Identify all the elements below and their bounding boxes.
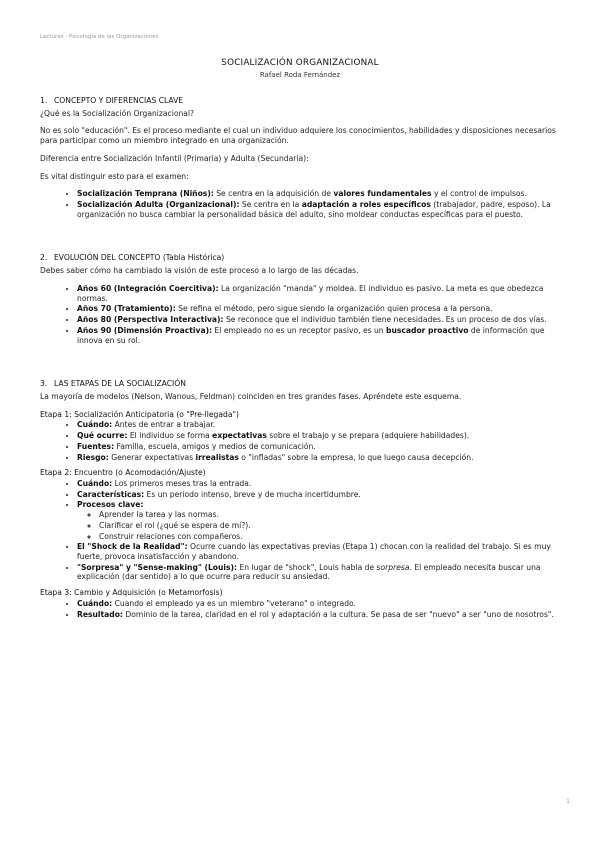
stage-3-list (40, 599, 570, 619)
section-2-intro: Debes saber cómo ha cambiado la visión de este proceso a lo largo de las décadas. (40, 266, 359, 276)
list-item: • Procesos clave: ◦ Aprender la tarea y las normas. ◦ Clarificar el rol (¿qué se espera de mí?). ◦ Construir relaciones con compañeros. (77, 500, 570, 541)
sublist-item: ◦ Aprender la tarea y las normas. (99, 510, 570, 520)
stage-2-sublist (77, 510, 570, 541)
document-body (40, 96, 570, 625)
section-2-heading: 2. EVOLUCIÓN DEL CONCEPTO (Tabla Histórica) (40, 253, 225, 263)
list-item: • Resultado: Dominio de la tarea, claridad en el rol y adaptación a la cultura. Se pasa de ser "nuevo" a ser "uno de nosotros". (77, 610, 570, 620)
list-item: • Años 60 (Integración Coercitiva): La organización "manda" y moldea. El individuo es pasivo. La meta es que obedezca normas. (77, 284, 570, 303)
section-1-definition: No es solo "educación". Es el proceso mediante el cual un individuo adquiere los conocimientos, habilidades y disposiciones necesarios para participar como un miembro integrado en una organización. (40, 126, 556, 146)
title-block (0, 58, 600, 80)
section-1-question: ¿Qué es la Socialización Organizacional? (40, 108, 195, 118)
stage-1-list (40, 420, 570, 462)
document-author: Rafael Roda Fernández (259, 71, 341, 80)
section-2-list (40, 284, 570, 345)
list-item: • Cuándo: Antes de entrar a trabajar. (77, 420, 570, 430)
running-header: Lecturas - Psicología de las Organizaciones (40, 34, 159, 40)
list-item: • Años 70 (Tratamiento): Se refina el método, pero sigue siendo la organización quien procesa a la persona. (77, 304, 570, 314)
stage-2-list (40, 479, 570, 582)
list-item: • Socialización Adulta (Organizacional): Se centra en la adaptación a roles específicos (trabajador, padre, esposo). La organización no busca cambiar la personalidad básica del adulto, sino moldear conductas específicas para el puesto. (77, 200, 570, 219)
section-1-list (40, 189, 570, 219)
section-1-exam-note: Es vital distinguir esto para el examen: (40, 171, 189, 181)
section-3-intro: La mayoría de modelos (Nelson, Wanous, Feldman) coinciden en tres grandes fases. Apréndete este esquema. (40, 391, 462, 401)
stage-1-title: Etapa 1: Socialización Anticipatoria (o "Pre-llegada") (40, 409, 239, 419)
list-item: • Cuándo: Los primeros meses tras la entrada. (77, 479, 570, 489)
section-3-heading: 3. LAS ETAPAS DE LA SOCIALIZACIÓN (40, 379, 186, 389)
document-title: SOCIALIZACIÓN ORGANIZACIONAL (221, 58, 379, 68)
sublist-item: ◦ Construir relaciones con compañeros. (99, 532, 570, 542)
list-item: • Socialización Temprana (Niños): Se centra en la adquisición de valores fundamentales y el control de impulsos. (77, 189, 570, 199)
section-1-heading: 1. CONCEPTO Y DIFERENCIAS CLAVE (40, 96, 184, 105)
sublist-item: ◦ Clarificar el rol (¿qué se espera de mí?). (99, 521, 570, 531)
stage-3-title: Etapa 3: Cambio y Adquisición (o Metamorfosis) (40, 588, 223, 598)
page-number: 1 (566, 798, 570, 805)
list-item: • Años 90 (Dimensión Proactiva): El empleado no es un receptor pasivo, es un buscador proactivo de información que innova en su rol. (77, 326, 570, 345)
list-item: • Riesgo: Generar expectativas irrealistas o "infladas" sobre la empresa, lo que luego causa decepción. (77, 453, 570, 463)
list-item: • Características: Es un periodo intenso, breve y de mucha incertidumbre. (77, 490, 570, 500)
stage-2-title: Etapa 2: Encuentro (o Acomodación/Ajuste) (40, 468, 206, 478)
list-item: • Fuentes: Familia, escuela, amigos y medios de comunicación. (77, 442, 570, 452)
list-item: • Años 80 (Perspectiva Interactiva): Se reconoce que el individuo también tiene necesidades. Es un proceso de dos vías. (77, 315, 570, 325)
list-item: • "Sorpresa" y "Sense-making" (Louis): En lugar de "shock", Louis habla de sorpresa. El empleado necesita buscar una explicación (dar sentido) a lo que ocurre para reducir su ansiedad. (77, 563, 570, 582)
list-item: • Qué ocurre: El individuo se forma expectativas sobre el trabajo y se prepara (adquiere habilidades). (77, 431, 570, 441)
list-item: • El "Shock de la Realidad": Ocurre cuando las expectativas previas (Etapa 1) chocan con la realidad del trabajo. Si es muy fuerte, provoca insatisfacción y abandono. (77, 542, 570, 561)
list-item: • Cuándo: Cuando el empleado ya es un miembro "veterano" o integrado. (77, 599, 570, 609)
section-1-difference-title: Diferencia entre Socialización Infantil (Primaria) y Adulta (Secundaria): (40, 153, 309, 163)
